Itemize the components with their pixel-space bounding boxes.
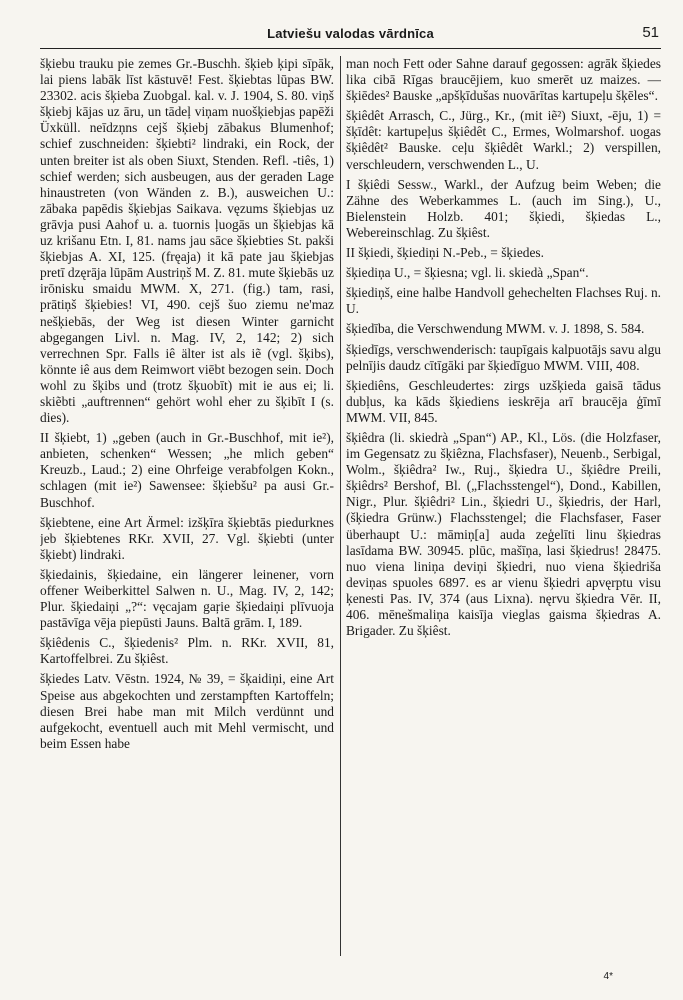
dictionary-entry: man noch Fett oder Sahne darauf gegossen: agrāk šķiedes lika cibā Rīgas braucējiem, kuo smerēt uz maizes. — šķiēdes² Bauske „apšķīdušas nuovārītas kartupeļu šķēles“. <box>346 56 661 104</box>
dictionary-entry: I šķiêdi Sessw., Warkl., der Aufzug beim Weben; die Zähne des Weberkammes L. (auch im Sing.), U., Bielenstein Holzb. 401; šķiedi, šķiedas L., Webereinschlag. Zu šķiêst. <box>346 176 661 240</box>
dictionary-entry: šķiediņš, eine halbe Handvoll gehechelten Flachses Ruj. n. U. <box>346 285 661 317</box>
dictionary-entry: šķiebtene, eine Art Ärmel: izšķīra šķiebtās piedurknes jeb šķiebtenes RKr. XVII, 27. Vgl. šķiebti (unter šķiebt) lindraki. <box>40 514 334 562</box>
dictionary-entry: šķiediņa U., = šķiesna; vgl. li. skiedà „Span“. <box>346 265 589 281</box>
dictionary-entry: šķiediêns, Geschleudertes: zirgs uzšķieda gaisā tādus dubļus, ka kāds šķiediens ieskrēja arī braucēja ģīmī MWM. VII, 845. <box>346 377 661 425</box>
dictionary-entry: šķiedīgs, verschwenderisch: taupīgais kalpuotājs savu algu pelnījis daudz cītīgāki par šķiedīguo MWM. VIII, 408. <box>346 341 661 373</box>
page-number: 51 <box>642 24 659 41</box>
dictionary-entry: šķiêdra (li. skiedrà „Span“) AP., Kl., Lös. (die Holzfaser, im Gegensatz zu šķiêzna, Flachsfaser), Neuenb., Serbigal, Wolm., šķiêdra² Iw., Ruj., šķiedra U., šķiêdre Preili, šķiêdrs² Bershof, Bl. („Flachsstengel“), Dond., Kabillen, Nigr., Plur. šķiêdri² Lin., šķiedri U., šķiedris, der Harl, (šķiedra Grünw.) Flachsstengel; die Flachsfaser, Faser überhaupt U.: māmiņ[a] auda zeģelīti linu šķiedras lasīdama BW. 30945. plūc, mašīņa, lasi šķiedrus! 28475. nuo viena liniņa deviņi šķiedri, nuo viena šķiedriša deviņas spuoles 6897. es ar vienu šķiedri apvęrptu visu ķenesti Pas. IV, 374 (aus Lixna). nęrvu šķiedra Vēr. II, 406. mēnešmaliņa kaisīja vieglas gaisma šķiedras A. Brigader. Zu šķiêst. <box>346 429 661 639</box>
running-title: Latviešu valodas vārdnīca <box>267 26 434 41</box>
dictionary-entry: šķiebu trauku pie zemes Gr.-Buschh. šķieb ķipi sīpāk, lai piens labāk līst kāstuvē! Fest. šķiebtas lūpas BW. 23302. acis šķieba Zuobgal. kal. v. J. 1904, S. 80. viņš šķiebj kājas uz āru, un tādeļ viņam nuošķiebjas papēži Üxküll. neīdzņns cejš šķiebj zābakus Blumenhof; schief zuschneiden: šķiebti² lindraki, ein Rock, der unten breiter ist als oben Siuxt, Stenden. Refl. -tiês, 1) schief werden; sich ausbeugen, aus der geraden Lage hinaustreten (von Wänden z. B.), ausweichen U.: zābaka papēdis šķiebjas Saikava. vęzums šķiebjas uz grāvja pusi Aahof u. a. tuornis ļuogās un šķiebjas kā uz krišanu Etn. I, 81. nams jau sāce šķiebties St. pakši šķiebjas A. XI, 125. (fręaja) it kā pate jau šķiebjas pretī dzęrāja lūpām Austriņš M. Z. 81. mute šķiebās uz irōnisku smaidu MWM. X, 271. (fig.) tam, rasi, prātiņš šķiebies! VI, 490. cejš šuo ziemu ne'maz nešķiebās, der Weg ist diesen Winter garnicht abgegangen Livl. n. Mag. IV, 2, 142; 2) sich verrechnen Spr. Falls iê älter ist als iẽ (vgl. šķibs), könnte iê aus dem Reimwort viēbt bezogen sein. Doch wohl zu šķibs und (trotz šķuobīt) mit ie aus ei; li. skiẽbti „auftrennen“ gehört wohl eher zu šķibīt I (s. dies). <box>40 56 334 426</box>
right-column <box>346 56 661 960</box>
dictionary-entry: šķiedes Latv. Vēstn. 1924, № 39, = šķaidiņi, eine Art Speise aus abgekochten und zerstampften Kartoffeln; diesen Brei habe man mit Milch verdünnt und aufgekocht, eventuell auch mit Mehl vermischt, und beim Essen habe <box>40 671 334 751</box>
signature-mark: 4* <box>603 971 613 982</box>
dictionary-entry: šķiedība, die Verschwendung MWM. v. J. 1898, S. 584. <box>346 321 645 337</box>
running-header <box>40 22 661 49</box>
column-divider <box>340 56 341 956</box>
left-column <box>40 56 334 960</box>
dictionary-entry: II šķiedi, šķiediņi N.-Peb., = šķiedes. <box>346 245 544 261</box>
dictionary-entry: šķiêdêt Arrasch, C., Jürg., Kr., (mit iẽ²) Siuxt, -ēju, 1) = šķīdêt: kartupeļus šķiêdêt C., Ermes, Wolmarshof. uogas šķiêdêt² Bauske. ceļu šķiêdêt Warkl.; 2) verspillen, verschleudern, verschwenden L., U. <box>346 108 661 172</box>
dictionary-entry: II šķiebt, 1) „geben (auch in Gr.-Buschhof, mit ie²), anbieten, schenken“ Wessen; „he mlich geben“ Kreuzb., Laud.; 2) eine Ohrfeige verabfolgen Kokn., schlagen (mit ie²) Sawensee: šķiebšu² pa ausi Gr.-Buschhof. <box>40 430 334 510</box>
dictionary-entry: šķiêdenis C., šķiedenis² Plm. n. RKr. XVII, 81, Kartoffelbrei. Zu šķiêst. <box>40 635 334 667</box>
dictionary-entry: šķiedainis, šķiedaine, ein längerer leinener, vorn offener Weiberkittel Salwen n. U., Mag. IV, 2, 142; Plur. šķiedaiņi „?“: vęcajam gaŗie šķiedaiņi plīvuoja pastāvīga vēja piepūsti Jauns. Baltā grām. I, 189. <box>40 566 334 631</box>
two-column-body <box>40 56 661 960</box>
